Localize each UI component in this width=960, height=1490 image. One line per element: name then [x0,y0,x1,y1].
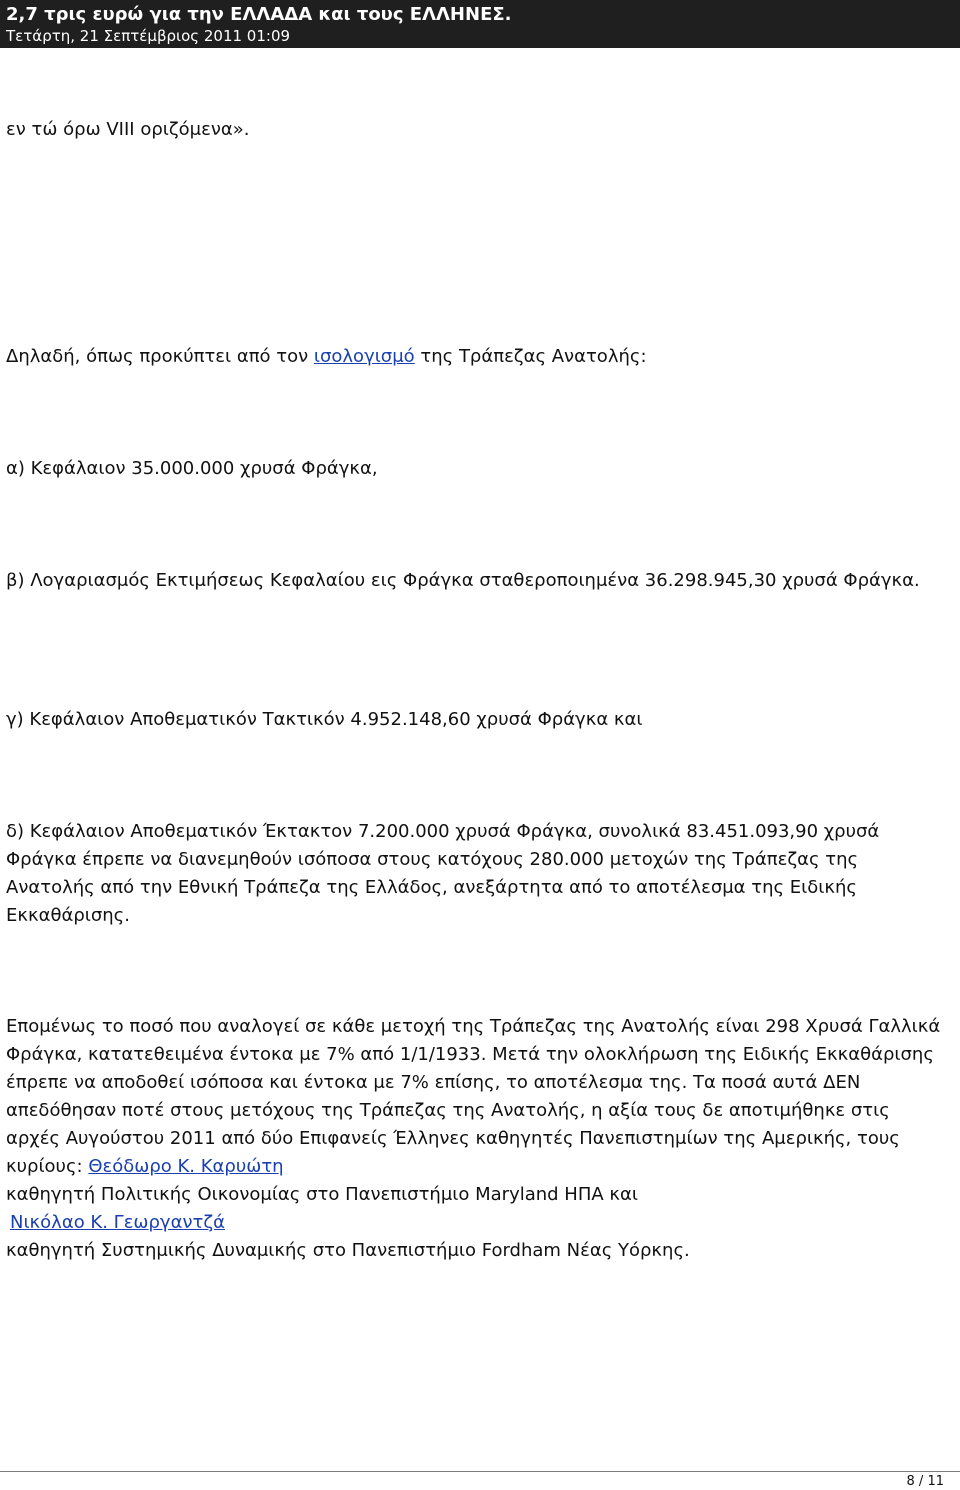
paragraph-capital: α) Κεφάλαιον 35.000.000 χρυσά Φράγκα, [6,458,378,479]
paragraph-share-value-text: Επομένως το ποσό που αναλογεί σε κάθε μετοχή της Τράπεζας της Ανατολής είναι 298 Χρυσά Γαλλικά Φράγκα, κατατεθειμένα έντοκα με 7% από 1/1/1933. Μετά την ολοκλήρωση της Ειδικής Εκκαθάρισης έπρεπε να αποδοθεί ισόποσα και έντοκα με 7% επίσης, το αποτέλεσμα της. Τα ποσά αυτά ΔΕΝ απεδόθησαν ποτέ στους μετόχους της Τράπεζας της Ανατολής, η αξία τους δε αποτιμήθηκε στις αρχές Αυγούστου 2011 από δύο Επιφανείς Έλληνες καθηγητές Πανεπιστημίων της Αμερικής, τους κυρίους: [6,1016,941,1177]
georgantzas-link[interactable]: Νικόλαο Κ. Γεωργαντζά [10,1212,225,1233]
paragraph-share-value [6,1013,946,1265]
paragraph-valuation-account: β) Λογαριασμός Εκτιμήσεως Κεφαλαίου εις Φράγκα σταθεροποιημένα 36.298.945,30 χρυσά Φράγκα. [6,570,920,591]
paragraph-extraordinary-reserve: δ) Κεφάλαιον Αποθεματικόν Έκτακτον 7.200.000 χρυσά Φράγκα, συνολικά 83.451.093,90 χρυσά Φράγκα έπρεπε να διανεμηθούν ισόποσα στους κατόχους 280.000 μετοχών της Τράπεζας της Ανατολής από την Εθνική Τράπεζα της Ελλάδος, ανεξάρτητα από το αποτέλεσμα της Ειδικής Εκκαθάρισης. [6,821,880,926]
article-title: 2,7 τρις ευρώ για την ΕΛΛΑΔΑ και τους ΕΛΛΗΝΕΣ. [6,4,512,25]
karyotis-title: καθηγητή Πολιτικής Οικονομίας στο Πανεπιστήμιο Maryland ΗΠΑ και [6,1184,638,1205]
paragraph-1: εν τώ όρω VIII οριζόμενα». [6,119,250,140]
paragraph-ordinary-reserve: γ) Κεφάλαιον Αποθεματικόν Τακτικόν 4.952.148,60 χρυσά Φράγκα και [6,709,643,730]
paragraph-2 [6,343,946,371]
page-number: 8 / 11 [906,1474,944,1489]
balance-sheet-link[interactable]: ισολογισμό [313,346,415,367]
page-header [0,0,960,48]
paragraph-2-text-after: της Τράπεζας Ανατολής: [414,346,647,367]
karyotis-link[interactable]: Θεόδωρο Κ. Καρυώτη [88,1156,284,1177]
georgantzas-title: καθηγητή Συστημικής Δυναμικής στο Πανεπιστήμιο Fordham Νέας Υόρκης. [6,1240,690,1261]
footer-divider [0,1471,960,1472]
paragraph-2-text-before: Δηλαδή, όπως προκύπτει από τον [6,346,314,367]
article-date: Τετάρτη, 21 Σεπτέμβριος 2011 01:09 [6,27,291,45]
